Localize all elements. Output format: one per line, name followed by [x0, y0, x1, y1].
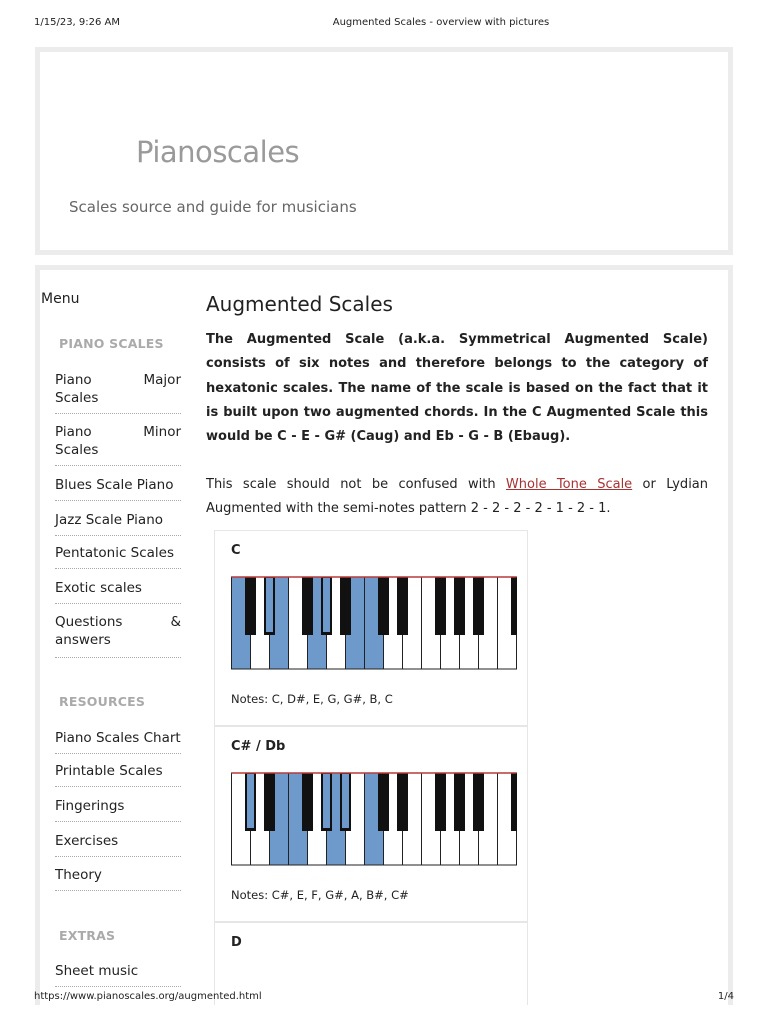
site-logo[interactable]: [136, 135, 299, 169]
scale-card-title: C# / Db: [231, 739, 286, 754]
black-key: [435, 773, 446, 831]
sidebar-item-jazz-scale-piano[interactable]: Jazz Scale Piano: [55, 511, 181, 536]
sidebar-item-label: Piano: [55, 424, 92, 440]
sidebar-item-questions-answers[interactable]: [55, 613, 181, 658]
sidebar-item-piano-scales-chart[interactable]: Piano Scales Chart: [55, 729, 181, 754]
sidebar-item-exercises[interactable]: Exercises: [55, 832, 181, 857]
sidebar-item-piano-major-scales[interactable]: [55, 371, 181, 414]
sidebar-item-label: Scales: [55, 390, 99, 406]
paragraph-text: This scale should not be confused with: [206, 477, 506, 492]
sidebar-item-label: Major: [143, 372, 181, 388]
content-area: [35, 265, 733, 1005]
sidebar-item-sheet-music[interactable]: Sheet music: [55, 962, 181, 987]
sidebar-heading-piano-scales: PIANO SCALES: [59, 336, 164, 351]
sidebar-item-label: Piano: [55, 372, 92, 388]
scale-card-title: C: [231, 543, 241, 558]
sidebar-item-label: Minor: [143, 424, 181, 440]
sidebar-item-pentatonic-scales[interactable]: Pentatonic Scales: [55, 544, 181, 569]
sidebar-item-label: Questions: [55, 614, 123, 630]
logo-part-piano: Piano: [136, 135, 213, 169]
black-key: [340, 577, 351, 635]
sidebar-item-piano-minor-scales[interactable]: [55, 423, 181, 466]
black-key: [264, 773, 275, 831]
scale-card-title: D: [231, 935, 242, 950]
black-key: [302, 577, 313, 635]
intro-paragraph: The Augmented Scale (a.k.a. Symmetrical Augmented Scale) consists of six notes and therefore belongs to the category of hexatonic scales. The name of the scale is based on the fact that it is built upon two augmented chords. In the C Augmented Scale this would be C - E - G# (Caug) and Eb - G - B (Ebaug).: [206, 332, 708, 445]
sidebar-item-label: Scales: [55, 442, 99, 458]
black-key: [397, 773, 408, 831]
black-key: [378, 773, 389, 831]
whole-tone-scale-link[interactable]: Whole Tone Scale: [505, 477, 633, 492]
sidebar-heading-resources: RESOURCES: [59, 694, 146, 709]
black-key-highlight: [342, 774, 349, 828]
logo-part-scales: scales: [212, 135, 300, 169]
black-key-highlight: [266, 578, 273, 632]
sidebar-item-fingerings[interactable]: Fingerings: [55, 797, 181, 822]
scale-notes: Notes: C#, E, F, G#, A, B#, C#: [231, 888, 409, 902]
piano-keyboard: [231, 772, 517, 867]
print-doc-title: Augmented Scales - overview with pictures: [332, 17, 550, 28]
black-key: [511, 577, 517, 635]
menu-label[interactable]: Menu: [41, 291, 80, 307]
print-datetime: 1/15/23, 9:26 AM: [34, 17, 121, 28]
sidebar-item-label: &: [170, 614, 181, 630]
black-key-highlight: [247, 774, 254, 828]
black-key: [302, 773, 313, 831]
print-url: https://www.pianoscales.org/augmented.html: [34, 991, 262, 1002]
print-header: [0, 17, 768, 33]
sidebar-item-exotic-scales[interactable]: Exotic scales: [55, 579, 181, 604]
black-key: [245, 577, 256, 635]
sidebar-heading-extras: EXTRAS: [59, 928, 116, 943]
scale-card-c-sharp: [214, 726, 528, 922]
black-key: [454, 773, 465, 831]
sidebar-item-printable-scales[interactable]: Printable Scales: [55, 762, 181, 787]
site-header: [35, 47, 733, 255]
sidebar-item-theory[interactable]: Theory: [55, 866, 181, 891]
scale-card-c: [214, 530, 528, 726]
sidebar-item-blues-scale-piano[interactable]: Blues Scale Piano: [55, 476, 181, 501]
scale-notes: Notes: C, D#, E, G, G#, B, C: [231, 692, 393, 706]
paragraph-text: or Lydian Augmented with the semi-notes pattern 2 - 2 - 2 - 2 - 1 - 2 - 1.: [206, 477, 709, 517]
note-paragraph: [206, 473, 708, 522]
black-key-highlight: [323, 578, 330, 632]
black-key: [454, 577, 465, 635]
black-key-highlight: [323, 774, 330, 828]
print-page-number: 1/4: [717, 991, 734, 1002]
black-key: [378, 577, 389, 635]
site-tagline: Scales source and guide for musicians: [69, 198, 357, 216]
sidebar-item-label: answers: [55, 632, 111, 648]
black-key: [397, 577, 408, 635]
black-key: [473, 577, 484, 635]
page-title: Augmented Scales: [206, 292, 393, 316]
piano-keyboard: [231, 576, 517, 671]
black-key: [473, 773, 484, 831]
black-key: [511, 773, 517, 831]
black-key: [435, 577, 446, 635]
